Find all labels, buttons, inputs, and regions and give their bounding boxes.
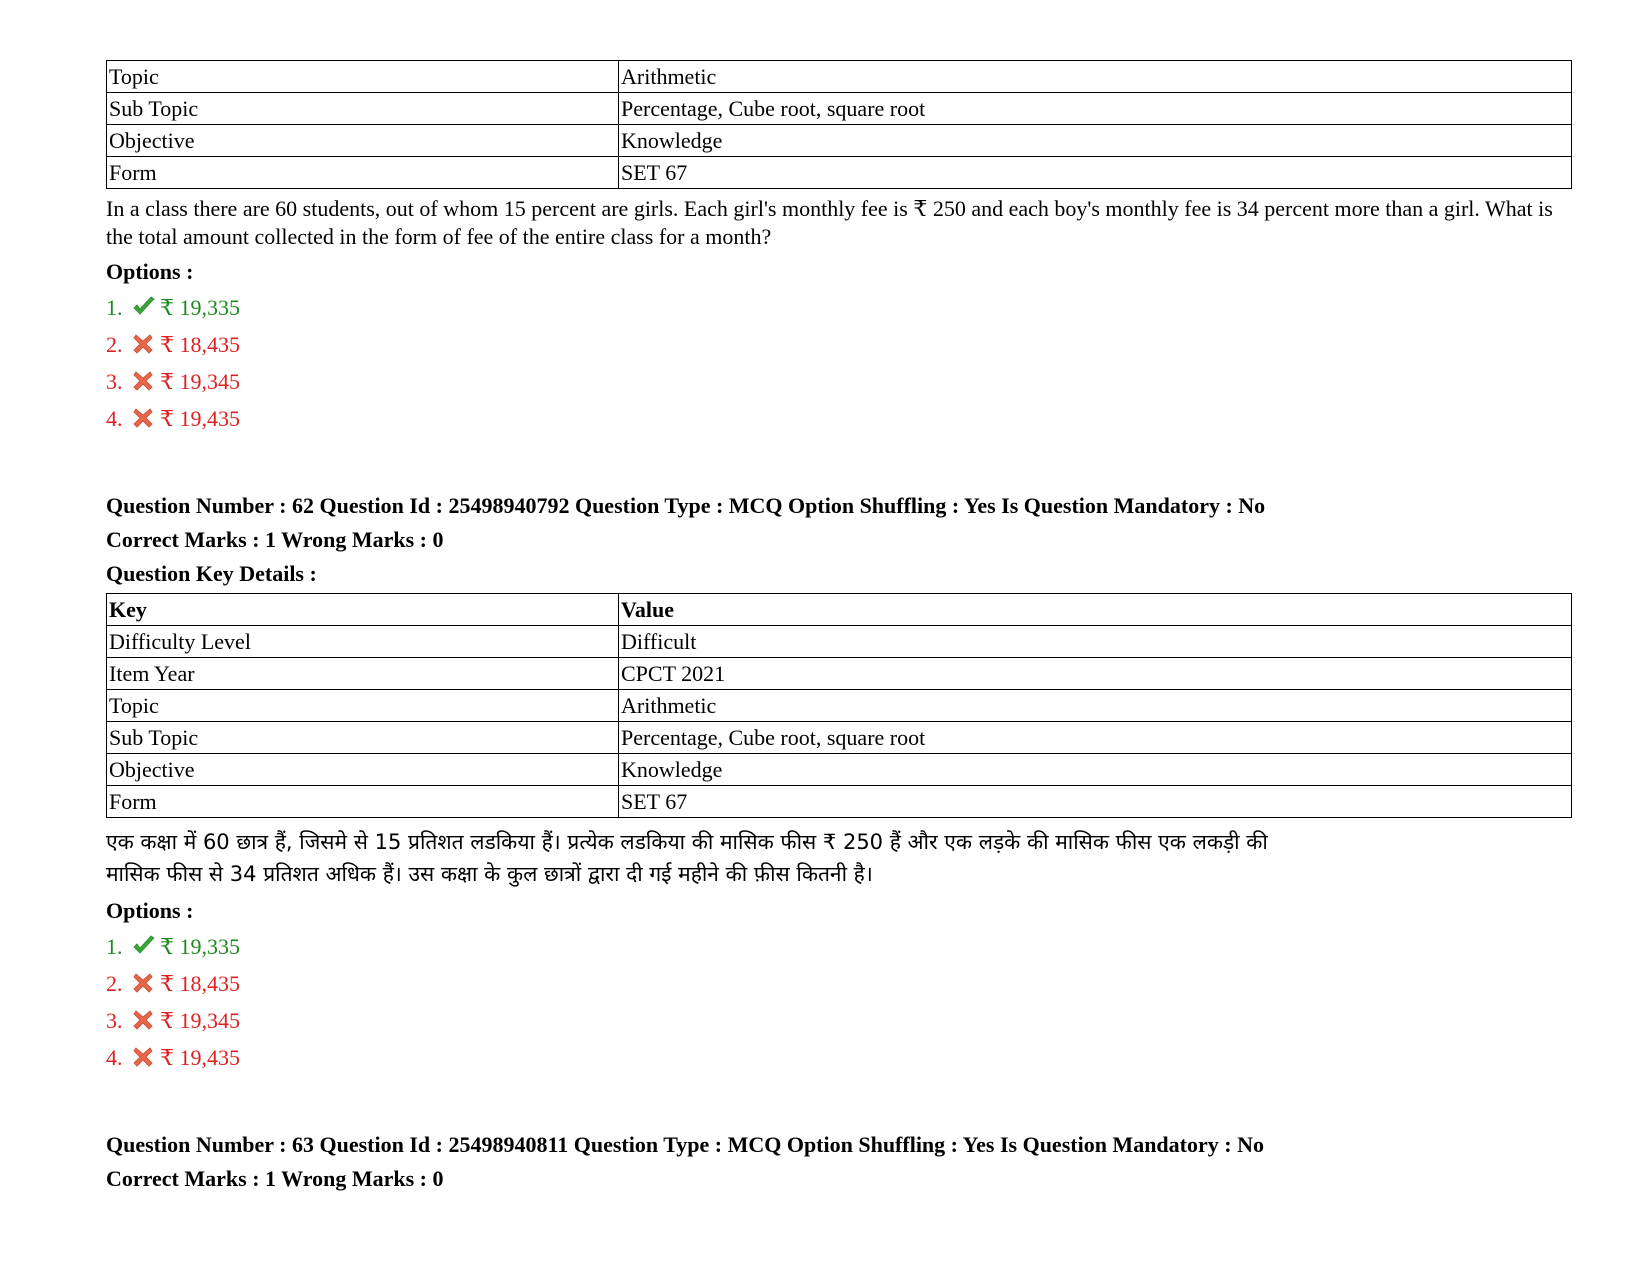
question-header: Question Number : 62 Question Id : 25498940792 Question Type : MCQ Option Shuffling : Yes Is Question Mandatory : No [106, 493, 1266, 518]
cross-icon [132, 1005, 158, 1027]
question-marks: Correct Marks : 1 Wrong Marks : 0 [106, 1166, 444, 1191]
question-key-details-table [106, 593, 1572, 818]
key-cell: Form [107, 786, 619, 818]
table-row [107, 125, 1572, 157]
question-text-english: In a class there are 60 students, out of whom 15 percent are girls. Each girl's monthly fee is ₹ 250 and each boy's monthly fee is 34 percent more than a girl. What is the total amount collected in the form of fee of the entire class for a month? [106, 196, 1553, 249]
table-row [107, 690, 1572, 722]
option-number: 3. [106, 1008, 123, 1033]
option-value: ₹ 18,435 [160, 332, 240, 357]
value-cell: Percentage, Cube root, square root [619, 722, 1572, 754]
option-number: 4. [106, 406, 123, 431]
table-row [107, 722, 1572, 754]
table-row [107, 157, 1572, 189]
option-value: ₹ 19,435 [160, 1045, 240, 1070]
value-cell: Arithmetic [619, 690, 1572, 722]
option-value: ₹ 19,345 [160, 369, 240, 394]
option-value: ₹ 18,435 [160, 971, 240, 996]
column-header-key: Key [107, 594, 619, 626]
question-marks: Correct Marks : 1 Wrong Marks : 0 [106, 527, 444, 552]
table-row [107, 754, 1572, 786]
option-1 [106, 289, 1572, 326]
cross-icon [132, 1042, 158, 1064]
key-cell: Sub Topic [107, 93, 619, 125]
table-header-row [107, 594, 1572, 626]
options-label: Options : [106, 259, 194, 284]
cross-icon [132, 366, 158, 388]
option-3 [106, 1002, 1572, 1039]
question-key-details-table [106, 60, 1572, 189]
option-number: 1. [106, 934, 123, 959]
option-2 [106, 326, 1572, 363]
option-number: 2. [106, 971, 123, 996]
value-cell: SET 67 [619, 786, 1572, 818]
option-value: ₹ 19,335 [160, 934, 240, 959]
key-cell: Objective [107, 125, 619, 157]
key-cell: Form [107, 157, 619, 189]
option-number: 1. [106, 295, 123, 320]
options-label: Options : [106, 898, 194, 923]
key-cell: Topic [107, 690, 619, 722]
value-cell: CPCT 2021 [619, 658, 1572, 690]
key-cell: Sub Topic [107, 722, 619, 754]
column-header-value: Value [619, 594, 1572, 626]
value-cell: Knowledge [619, 125, 1572, 157]
key-cell: Topic [107, 61, 619, 93]
check-icon [132, 292, 158, 314]
question-header: Question Number : 63 Question Id : 25498940811 Question Type : MCQ Option Shuffling : Yes Is Question Mandatory : No [106, 1132, 1264, 1157]
key-cell: Difficulty Level [107, 626, 619, 658]
option-1 [106, 928, 1572, 965]
question-key-details-label: Question Key Details : [106, 561, 317, 586]
option-3 [106, 363, 1572, 400]
key-cell: Item Year [107, 658, 619, 690]
table-row [107, 93, 1572, 125]
value-cell: Difficult [619, 626, 1572, 658]
table-row [107, 626, 1572, 658]
option-2 [106, 965, 1572, 1002]
question-text-hindi [106, 826, 1572, 890]
cross-icon [132, 968, 158, 990]
cross-icon [132, 403, 158, 425]
option-value: ₹ 19,335 [160, 295, 240, 320]
question-text-line: मासिक फीस से 34 प्रतिशत अधिक हैं। उस कक्षा के कुल छात्रों द्वारा दी गई महीने की फ़ीस कितनी है। [106, 862, 873, 886]
check-icon [132, 931, 158, 953]
question-paper-page [106, 60, 1572, 1196]
option-number: 4. [106, 1045, 123, 1070]
option-value: ₹ 19,345 [160, 1008, 240, 1033]
table-row [107, 61, 1572, 93]
option-4 [106, 1039, 1572, 1076]
value-cell: Percentage, Cube root, square root [619, 93, 1572, 125]
option-value: ₹ 19,435 [160, 406, 240, 431]
cross-icon [132, 329, 158, 351]
option-number: 3. [106, 369, 123, 394]
table-row [107, 658, 1572, 690]
table-row [107, 786, 1572, 818]
value-cell: Knowledge [619, 754, 1572, 786]
key-cell: Objective [107, 754, 619, 786]
question-text-line: एक कक्षा में 60 छात्र हैं, जिसमे से 15 प्रतिशत लडकिया हैं। प्रत्येक लडकिया की मासिक फीस ₹ 250 हैं और एक लड़के की मासिक फीस एक लकड़ी की [106, 830, 1268, 854]
option-number: 2. [106, 332, 123, 357]
value-cell: SET 67 [619, 157, 1572, 189]
option-4 [106, 400, 1572, 437]
value-cell: Arithmetic [619, 61, 1572, 93]
